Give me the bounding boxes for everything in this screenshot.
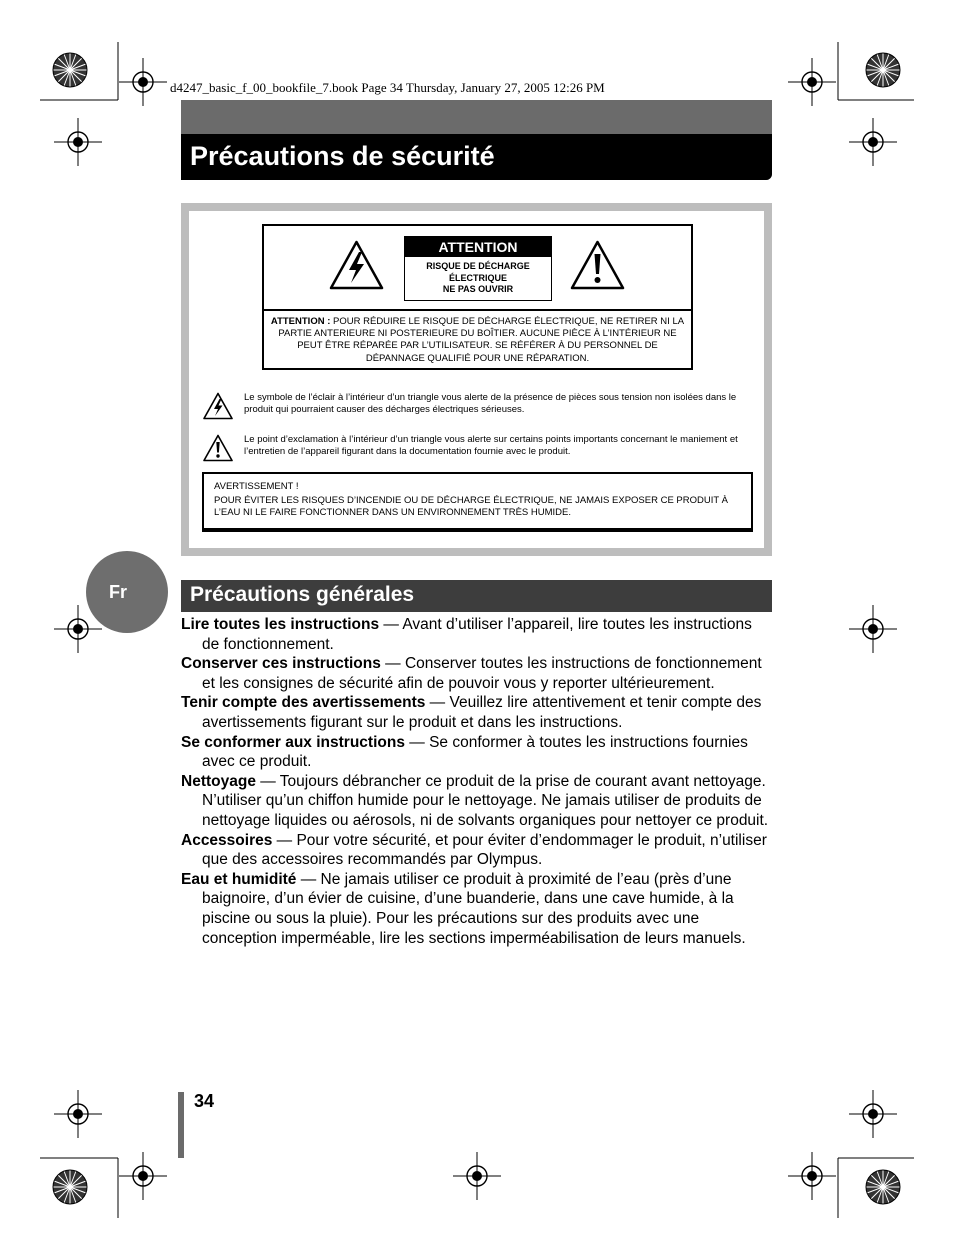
language-tab [86,551,168,633]
exclamation-triangle-icon [570,240,625,290]
list-item [181,615,773,654]
item-term: Nettoyage [181,772,256,790]
item-term: Tenir compte des avertissements [181,694,426,712]
language-tab-label: Fr [109,582,127,602]
attention-label-title: ATTENTION [405,237,551,257]
warning-panel-inner [189,211,764,548]
attention-label-line: NE PAS OUVRIR [442,284,514,294]
attention-label [404,236,552,301]
avertissement-box [202,472,753,532]
title-band [181,100,772,180]
list-item [181,772,773,831]
item-text: — Toujours débrancher ce produit de la prise de courant avant nettoyage. N’utiliser qu’un chiffon humide pour le nettoyage. Ne jamais utiliser de produits de nettoyage liquides ou aérosols, ni de solvants organiques pour nettoyer ce produit. [202,772,769,829]
list-item [181,733,773,772]
page-title: Précautions de sécurité [190,141,495,171]
item-term: Accessoires [181,831,273,849]
avertissement-title: AVERTISSEMENT ! [214,481,299,492]
precautions-list [181,615,773,948]
lightning-symbol-text: Le symbole de l’éclair à l’intérieur d’un triangle vous alerte de la présence de pièces sous tension non isolées dans le produit qui pourraient causer des décharges électriques sérieuses. [244,392,737,416]
title-bar [181,134,772,180]
list-item [181,693,773,732]
avertissement-text: POUR ÉVITER LES RISQUES D’INCENDIE OU DE DÉCHARGE ÉLECTRIQUE, NE JAMAIS EXPOSER CE PRODUIT À L’EAU NI LE FAIRE FONCTIONNER DANS UN ENVIRONNEMENT TRÈS HUMIDE. [214,495,728,519]
exclamation-symbol-text: Le point d’exclamation à l’intérieur d’un triangle vous alerte sur certains points importants concernant le maniement et l’entretien de l’appareil figurant dans la documentation fournie avec le produit. [244,434,738,458]
lightning-triangle-icon [329,240,384,290]
lightning-triangle-icon [203,392,233,420]
list-item [181,654,773,693]
item-text: — Se conformer à toutes les instructions fournies avec ce produit. [202,733,748,771]
section-header [181,580,772,612]
item-text: — Veuillez lire attentivement et tenir compte des avertissements figurant sur le produit et dans les instructions. [202,694,762,731]
item-term: Conserver ces instructions [181,655,381,673]
list-item [181,831,773,870]
caution-label-row [264,226,691,311]
section-title: Précautions générales [190,583,415,606]
caution-text [268,316,687,365]
attention-label-line: ÉLECTRIQUE [448,272,507,283]
caution-box [262,224,693,370]
page-number-bar [178,1092,184,1158]
list-item [181,870,773,948]
item-text: — Ne jamais utiliser ce produit à proximité de l’eau (près d’une baignoire, d’un évier de cuisine, d’une buanderie, dans une cave humide, à la piscine ou sous la pluie). Pour les précautions sur des produits avec une conception imperméable, lire les sections imperméabilisation de leurs manuels. [202,870,746,947]
page-number: 34 [194,1091,215,1111]
warning-panel [181,203,772,556]
print-header: d4247_basic_f_00_bookfile_7.book Page 34 Thursday, January 27, 2005 12:26 PM [170,80,605,95]
item-text: — Pour votre sécurité, et pour éviter d’endommager le produit, n’utiliser que des accessoires recommandés par Olympus. [202,831,767,869]
attention-label-text [405,257,551,296]
item-term: Se conformer aux instructions [181,733,405,751]
item-term: Lire toutes les instructions [181,616,380,633]
item-text: — Avant d’utiliser l’appareil, lire toutes les instructions de fonctionnement. [202,616,752,653]
item-term: Eau et humidité [181,870,297,888]
caution-body-text: POUR RÉDUIRE LE RISQUE DE DÉCHARGE ÉLECTRIQUE, NE RETIRER NI LA PARTIE ANTERIEURE NI POSTERIEURE DU BOÎTIER. AUCUNE PIÈCE À L’INTÉRIEUR NE PEUT ÊTRE RÉPARÉE PAR L’UTILISATEUR. SE RÉFÉRER À DU PERSONNEL DE DÉPANNAGE QUALIFIÉ POUR UNE RÉPARATION. [278,316,685,364]
caution-lead: ATTENTION : [270,316,331,327]
exclamation-triangle-icon [203,434,233,462]
attention-label-line: RISQUE DE DÉCHARGE [426,261,530,271]
item-text: — Conserver toutes les instructions de fonctionnement et les consignes de sécurité afin de pouvoir vous y reporter ultérieurement. [202,655,762,692]
